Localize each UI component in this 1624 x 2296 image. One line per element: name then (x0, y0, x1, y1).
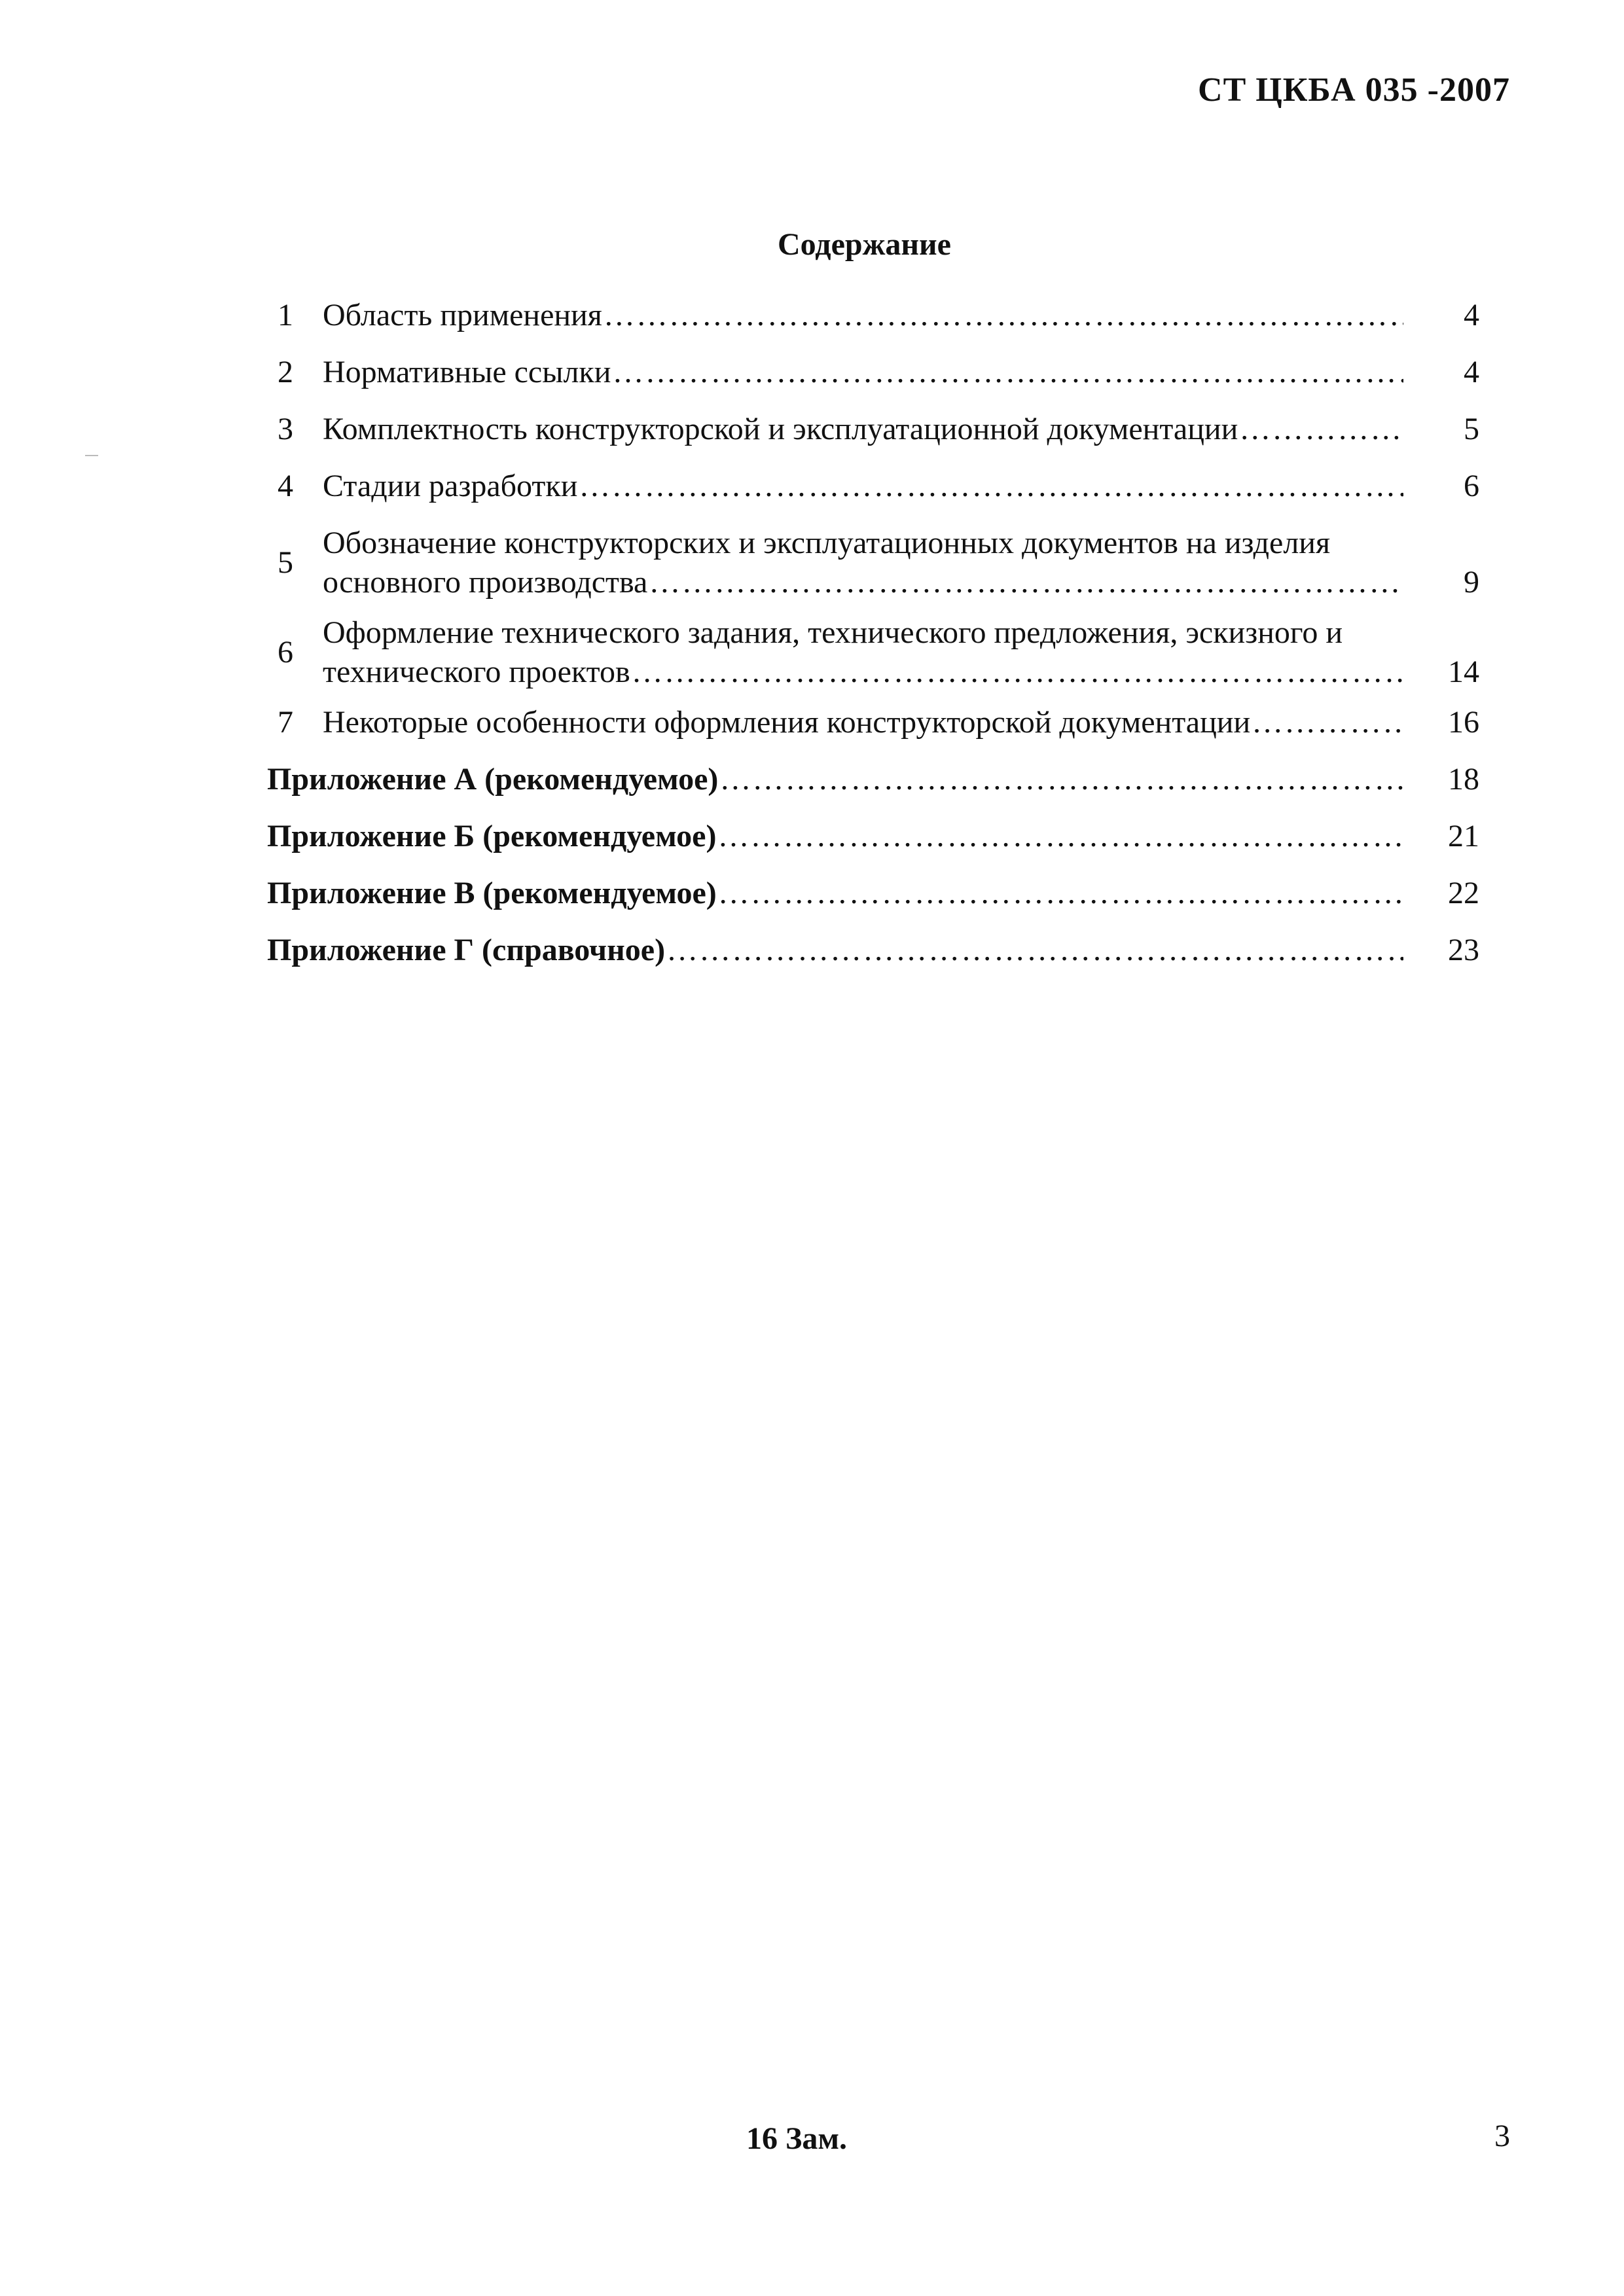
toc-entry-7[interactable] (262, 703, 1479, 742)
toc-appendix-v[interactable] (267, 874, 1479, 913)
toc-entry-title: Область применения (323, 298, 602, 332)
leader-dots (718, 874, 1403, 913)
toc-entry-number: 7 (278, 705, 293, 740)
toc-entry-title: Нормативные ссылки (323, 355, 611, 389)
toc-entry-number: 6 (278, 635, 293, 670)
page-number: 3 (1494, 2119, 1510, 2153)
appendix-title: Приложение В (рекомендуемое) (267, 876, 717, 910)
document-code: СТ ЦКБА 035 -2007 (1198, 71, 1510, 109)
appendix-page: 22 (1448, 876, 1479, 910)
toc-entry-page: 9 (1464, 565, 1479, 600)
leader-dots (666, 931, 1403, 970)
appendix-page: 23 (1448, 933, 1479, 967)
leader-dots (1252, 703, 1403, 742)
toc-entry-page: 16 (1448, 705, 1479, 740)
leader-dots (719, 760, 1403, 799)
appendix-title: Приложение Б (рекомендуемое) (267, 819, 717, 853)
toc-entry-number: 5 (278, 545, 293, 580)
toc-appendix-a[interactable] (267, 760, 1479, 799)
toc-entry-1[interactable] (262, 296, 1479, 335)
toc-entry-page: 6 (1464, 469, 1479, 503)
leader-dots (579, 467, 1403, 506)
toc-entry-page: 4 (1464, 355, 1479, 389)
toc-entry-number: 2 (278, 355, 293, 389)
appendix-title: Приложение Г (справочное) (267, 933, 666, 967)
toc-entry-number: 1 (278, 298, 293, 332)
table-of-contents (262, 296, 1479, 988)
toc-entry-title: Некоторые особенности оформления конструкторской документации (323, 705, 1251, 740)
leader-dots (717, 817, 1403, 856)
toc-entry-title-line-2: технического проектов (323, 655, 630, 689)
leader-dots (649, 563, 1403, 602)
appendix-title: Приложение А (рекомендуемое) (267, 762, 719, 797)
toc-entry-page: 14 (1448, 655, 1479, 689)
scan-margin-mark (85, 455, 98, 456)
toc-entry-6[interactable] (262, 613, 1479, 692)
toc-entry-4[interactable] (262, 467, 1479, 506)
toc-entry-2[interactable] (262, 353, 1479, 392)
toc-entry-page: 5 (1464, 412, 1479, 446)
toc-entry-3[interactable] (262, 410, 1479, 449)
toc-entry-page: 4 (1464, 298, 1479, 332)
toc-entry-number: 4 (278, 469, 293, 503)
appendix-page: 18 (1448, 762, 1479, 797)
change-note: 16 Зам. (746, 2121, 848, 2156)
leader-dots (632, 653, 1403, 692)
appendix-page: 21 (1448, 819, 1479, 853)
leader-dots (604, 296, 1403, 335)
toc-entry-title: Стадии разработки (323, 469, 578, 503)
toc-entry-title-line-2: основного производства (323, 565, 648, 600)
leader-dots (1239, 410, 1403, 449)
toc-entry-5[interactable] (262, 524, 1479, 602)
toc-entry-title: Комплектность конструкторской и эксплуатационной документации (323, 412, 1238, 446)
toc-entry-number: 3 (278, 412, 293, 446)
leader-dots (612, 353, 1403, 392)
toc-appendix-g[interactable] (267, 931, 1479, 970)
toc-appendix-b[interactable] (267, 817, 1479, 856)
toc-entry-title-line-1: Оформление технического задания, технического предложения, эскизного и (323, 615, 1343, 650)
toc-title: Содержание (778, 227, 951, 262)
toc-entry-title-line-1: Обозначение конструкторских и эксплуатационных документов на изделия (323, 526, 1331, 560)
